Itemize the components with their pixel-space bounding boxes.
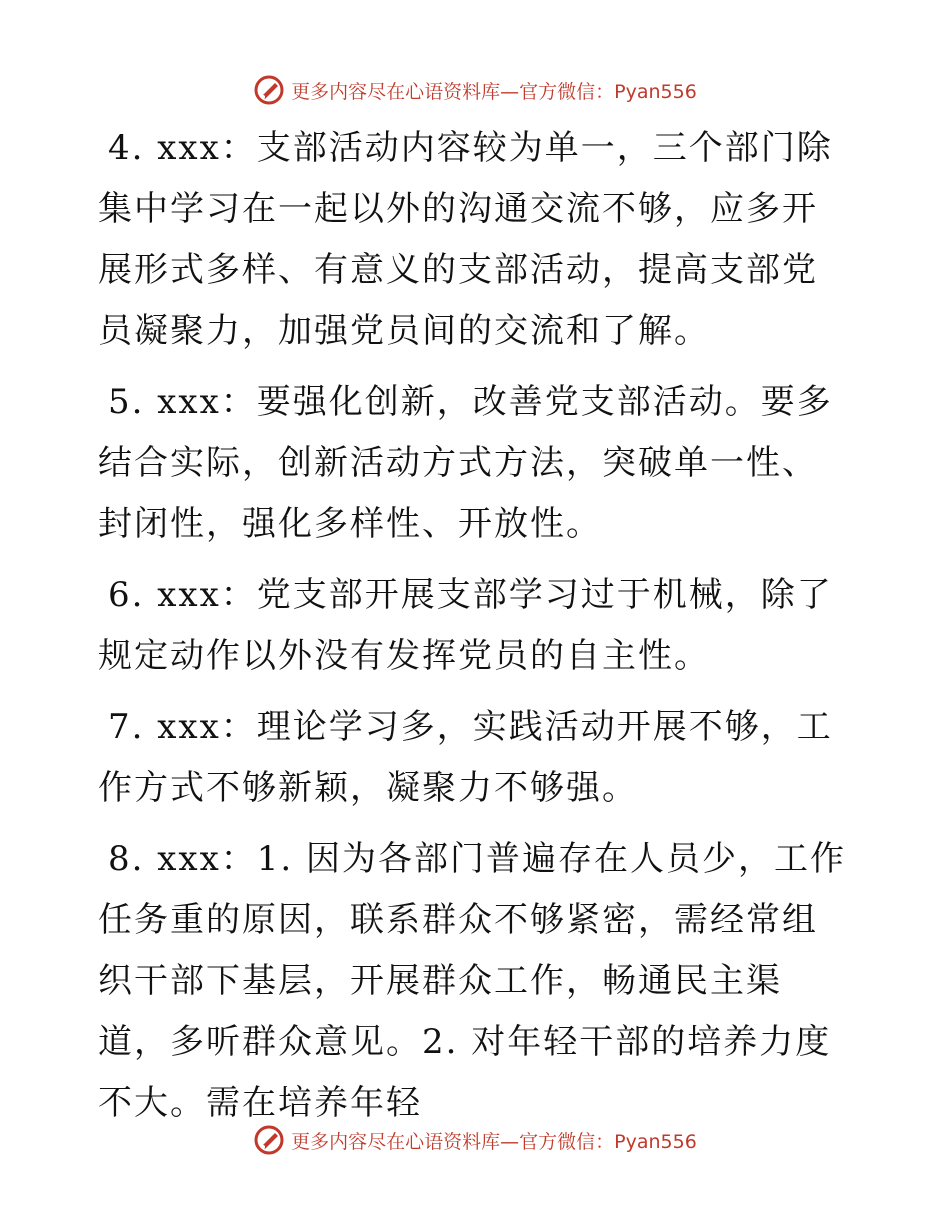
paragraph-4: 4. xxx：支部活动内容较为单一，三个部门除集中学习在一起以外的沟通交流不够，应多开展形式多样、有意义的支部活动，提高支部党员凝聚力，加强党员间的交流和了解。 (98, 128, 833, 351)
document-body (98, 118, 850, 1144)
footer-banner (0, 1120, 950, 1160)
brand-logo-icon (253, 1124, 285, 1156)
header-banner-text: 更多内容尽在心语资料库—官方微信：Pyan556 (291, 80, 697, 103)
paragraph-6: 6. xxx：党支部开展支部学习过于机械，除了规定动作以外没有发挥党员的自主性。 (98, 575, 833, 676)
header-banner (0, 70, 950, 110)
paragraph-5: 5. xxx：要强化创新，改善党支部活动。要多结合实际，创新活动方式方法，突破单一性、封闭性，强化多样性、开放性。 (98, 382, 833, 544)
brand-logo-icon (253, 74, 285, 106)
paragraph-8: 8. xxx：1. 因为各部门普遍存在人员少，工作任务重的原因，联系群众不够紧密，需经常组织干部下基层，开展群众工作，畅通民主渠道，多听群众意见。2. 对年轻干部的培养力度不大。需在培养年轻 (98, 839, 847, 1123)
paragraph-7: 7. xxx：理论学习多，实践活动开展不够，工作方式不够新颖，凝聚力不够强。 (98, 707, 833, 808)
footer-banner-text: 更多内容尽在心语资料库—官方微信：Pyan556 (291, 1130, 697, 1153)
